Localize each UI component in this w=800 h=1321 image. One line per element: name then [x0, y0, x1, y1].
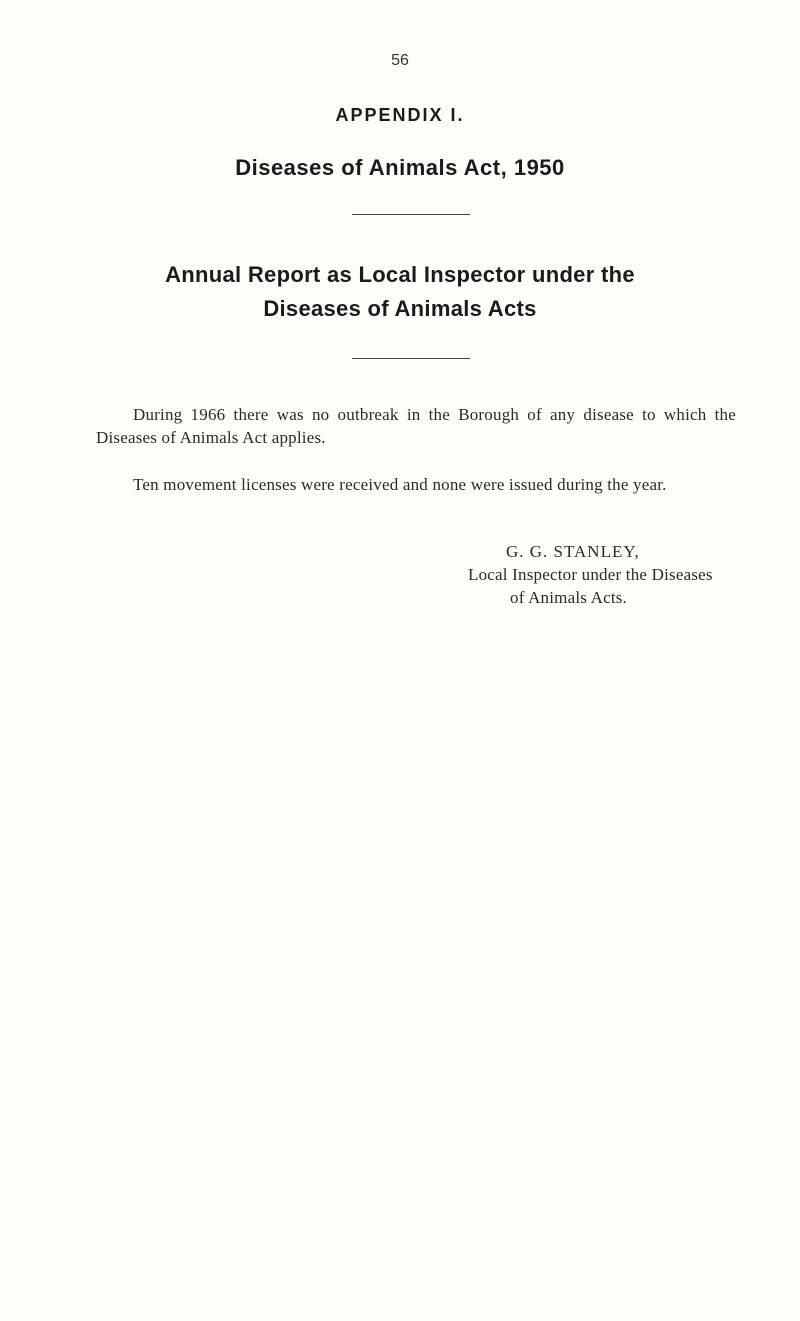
paragraph-licenses: Ten movement licenses were received and none were issued during the year. — [133, 475, 667, 494]
report-title-line-1: Annual Report as Local Inspector under the — [165, 262, 635, 287]
page-number: 56 — [391, 52, 409, 69]
signature-title-line-2: of Animals Acts. — [510, 588, 628, 607]
paragraph-outbreak: During 1966 there was no outbreak in the Borough of any disease to which the Diseases of Animals Act applies. — [96, 405, 736, 447]
divider-rule — [352, 214, 470, 215]
signature-name: G. G. STANLEY, — [506, 542, 640, 561]
report-title — [0, 258, 800, 326]
signature-title-line-1: Local Inspector under the Diseases — [468, 565, 713, 584]
signature-block — [468, 540, 768, 609]
divider-rule — [352, 358, 470, 359]
act-title: Diseases of Animals Act, 1950 — [235, 155, 565, 180]
report-title-line-2: Diseases of Animals Acts — [263, 296, 537, 321]
appendix-heading: APPENDIX I. — [335, 105, 465, 125]
